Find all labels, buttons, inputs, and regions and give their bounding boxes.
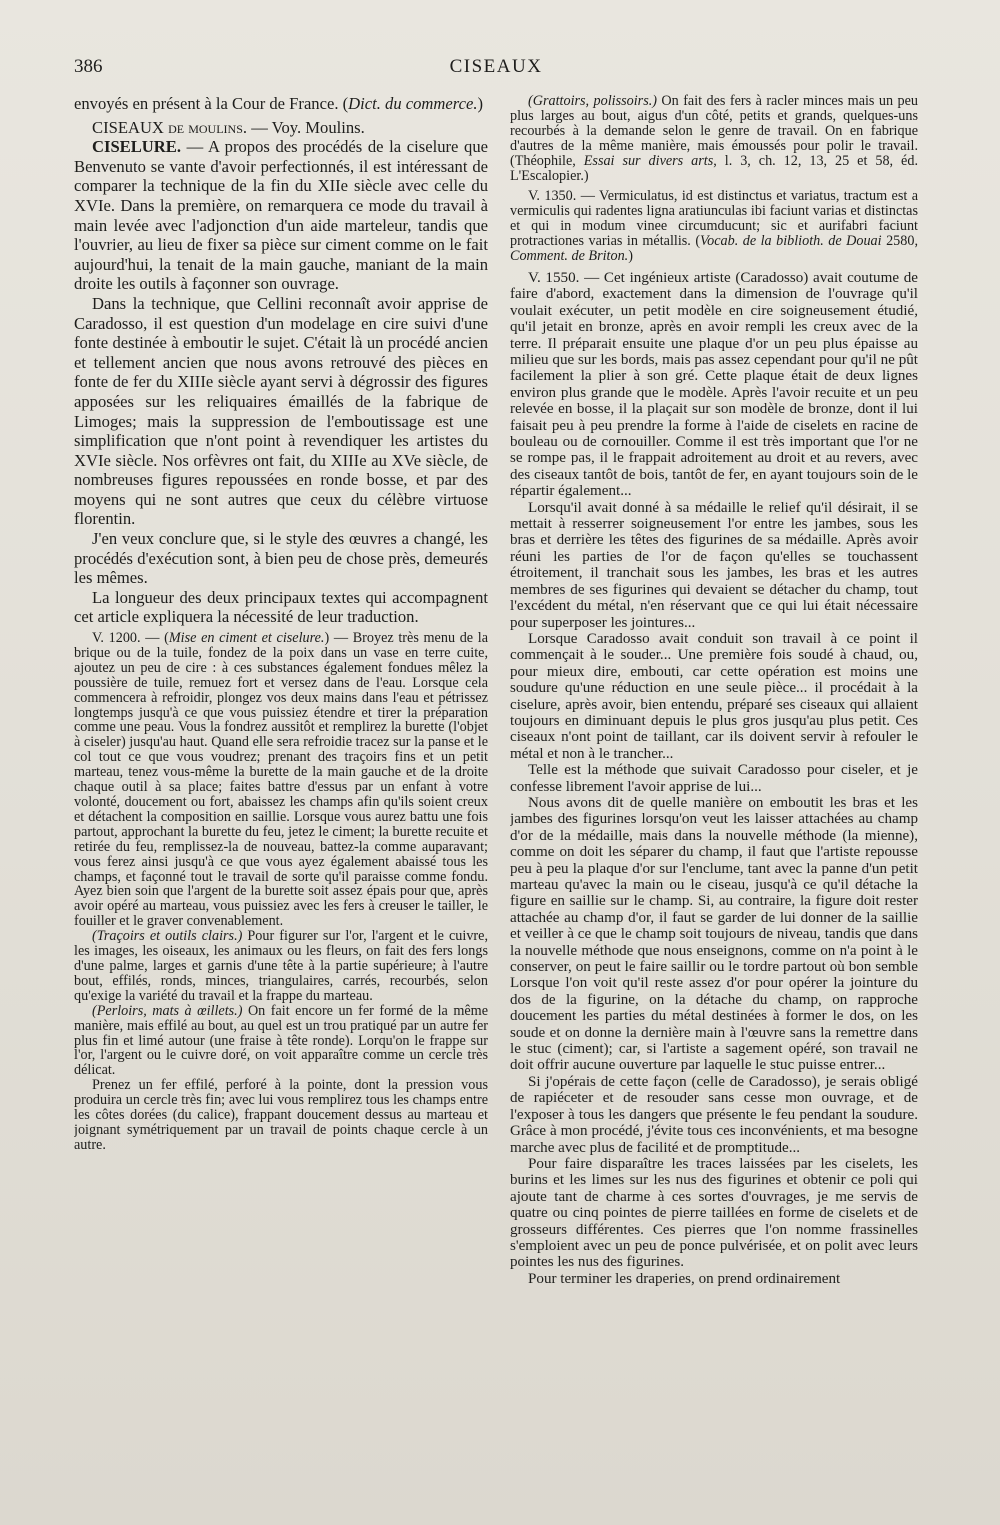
- quote-v1200: [74, 631, 488, 929]
- paragraph: Prenez un fer effilé, perforé à la pointe, dont la pression vous produira un cercle très fin; avec lui vous remplirez tous les champs entre les côtes dorées (du calice), frappant doucement dessus au marteau et joignant symétriquement par un travail de points chaque cercle à un autre.: [74, 1077, 488, 1153]
- entry-ciselure: [74, 137, 488, 294]
- paragraph-text: ): [628, 248, 633, 265]
- quote-v1350: [510, 189, 918, 264]
- paragraph-text: ): [477, 94, 484, 113]
- paragraph-text: envoyés en présent à la Cour de France. (: [74, 94, 349, 113]
- entry-term: CISEAUX: [92, 117, 164, 137]
- paragraph: Dans la technique, que Cellini reconnaît avoir apprise de Caradosso, il est question d'un modelage en cire suivi d'une fonte destinée à emboutir le sujet. C'était là un procédé ancien et tellement ancien que nous avons retrouvé des pièces en fonte de fer du XIIIe siècle ayant servi à dégrossir des figures apposées sur les reliquaires émaillés de la fabrique de Limoges; mais la suppression de l'emboutissage est une simplification que n'ont point à revendiquer les artistes du XVIe siècle. Nos orfèvres ont fait, du XIIIe au XVe siècle, de nombreuses figures repoussées en ronde bosse, et par des moyens qui ne sont autres que ceux du célèbre virtuose florentin.: [74, 293, 488, 529]
- paragraph: Lorsqu'il avait donné à sa médaille le relief qu'il désirait, il se mettait à resserrer soigneusement l'or entre les jambes, sous les bras et derrière les têtes des figurines de sa médaille. Après avoir réuni les parties de l'or de façon qu'elles se touchassent étroitement, il tranchait sous les jambes, les bras et les autres membres de ses figurines qui devaient se détacher du champ, tout l'excédent du métal, n'en réservant que ce qui lui était nécessaire pour superposer les jointures...: [510, 499, 918, 631]
- citation: Comment. de Briton.: [510, 248, 629, 265]
- paragraph-text: ) — Broyez très menu de la brique ou de la tuile, fondez de la poix dans un vase en terre cuite, ajoutez un peu de cire : à ces substances également fondues mêlez la poussière de tuile, remuez fort et versez dans de l'eau. Lorsque cela commencera à refroidir, plongez vos deux mains dans l'eau et pétrissez longtemps jusqu'à ce que vous puissiez étendre et tirer la préparation comme une peau. Vous la fondrez aussitôt et remplirez la burette (l'objet à ciseler) jusqu'au haut. Quand elle sera refroidie tracez sur la panse et le col tout ce que vous voudrez; prenant des traçoirs fins et un petit marteau, tenez vous-même la burette de la main gauche et de la droite chaque outil à sa place; faites battre d'essus par un enfant à votre volonté, doucement ou fort, abaissez les champs afin qu'ils soient creux et détachent la composition en saillie. Lorsque vous aurez battu une fois partout, approchant la burette du feu, jetez le ciment; la burette recuite et retirée du feu, remplissez-la de nouveau, battez-la comme auparavant; vous ferez ainsi jusqu'à ce que vous ayez également abaissé tous les champs, et façonné tout le travail de sorte qu'il paraisse comme fondu. Ayez bien soin que l'argent de la burette soit assez épais pour que, après avoir opéré au marteau, vous puissiez avec les fers à creuser le tailler, le fouiller et le graver convenablement.: [74, 630, 488, 930]
- citation: Dict. du commerce.: [348, 94, 478, 113]
- left-column: [74, 94, 488, 1394]
- paragraph-text: On fait des fers à racler minces mais un peu plus larges au bout, aigus d'un côté, petits et grands, quelques-uns recourbés à la demande selon le genre de travail. On en fabrique d'autres de la même manière, mais émoussés pour polir le travail. (Théophile,: [510, 94, 918, 169]
- running-title: CISEAUX: [449, 56, 543, 77]
- verse-reference: V. 1350.: [528, 188, 577, 205]
- paragraph: J'en veux conclure que, si le style des œuvres a changé, les procédés d'exécution sont, à bien peu de chose près, demeurés les mêmes.: [74, 529, 488, 588]
- paragraph-text: Pour figurer sur l'or, l'argent et le cuivre, les images, les oiseaux, les animaux ou les fleurs, on fait des fers longs d'une palme, larges et garnis d'une tête à la partie supérieure; à l'autre bout, effilés, ronds, minces, triangulaires, carrés, recourbés, selon qu'exige la variété du travail et la frappe du marteau.: [74, 928, 488, 1004]
- entry-subterm: de moulins: [168, 117, 243, 137]
- verse-reference: V. 1550.: [528, 269, 580, 286]
- paragraph-text: — A propos des procédés de la ciselure que Benvenuto se vante d'avoir perfectionnés, il est intéressant de comparer la technique de la fin du XIIe siècle avec celle du XVIe. Dans la première, on remarquera ce mode du travail à main levée avec l'adjonction d'un aide marteleur, tandis que l'ouvrier, au lieu de fixer sa pièce sur ciment comme on le fait aujourd'hui, la tenait de la main gauche, maniant de la main droite les outils à façonner son ouvrage.: [74, 137, 488, 294]
- right-column: [510, 94, 918, 1394]
- page-number: 386: [74, 56, 103, 77]
- paragraph: Pour faire disparaître les traces laissées par les ciselets, les burins et les limes sur les nus des figurines et obtenir ce poli qui ajoute tant de charme à ces sortes d'ouvrages, je me servis de quatre ou cinq pointes de pierre taillées en forme de ciselets et de grosseurs différentes. Ces pierres que l'on nomme frassinelles s'emploient avec un peu de ponce pulvérisée, et on polit avec leurs pointes les nus des figurines.: [510, 1155, 918, 1271]
- paragraph-text: . — Voy. Moulins.: [242, 117, 365, 137]
- paragraph: Si j'opérais de cette façon (celle de Caradosso), je serais obligé de rapiéceter et de resouder sans cesse mon ouvrage, et de l'exposer à tous les dangers que présente le feu pendant la soudure. Grâce à mon procédé, j'évite tous ces inconvénients, et ma besogne marche avec plus de facilité et de promptitude...: [510, 1073, 918, 1156]
- paragraph: Telle est la méthode que suivait Caradosso pour ciseler, et je confesse librement l'avoir apprise de lui...: [510, 762, 918, 795]
- citation: Essai sur divers arts: [583, 152, 714, 169]
- paragraph-text: — Vermiculatus, id est distinctus et variatus, tractum est a vermiculis qui radentes ligna aratiunculas ibi faciunt varias et distinctas et qui in modum vinee circumducunt; sic et aurifabri faciunt protractiones varias in métallis. (: [510, 188, 918, 250]
- section-title: (Perloirs, mats à œillets.): [92, 1002, 243, 1019]
- quote-perloirs: [74, 1004, 488, 1079]
- paragraph: Lorsque Caradosso avait conduit son travail à ce point il commençait à le souder... Une première fois soudé à chaud, ou, pour mieux dire, embouti, car cette opération est moins une soudure qu'une réduction en une seule pièce... il procédait à la ciselure, après avoir, bien entendu, préparé ses ciseaux qui allaient toujours en diminuant depuis le plus gros jusqu'au plus petit. Ces ciseaux n'ont point de taillant, car ils doivent servir à refouler le métal et non à le trancher...: [510, 630, 918, 762]
- paragraph-text: 2580,: [881, 233, 918, 250]
- paragraph-text: On fait encore un fer formé de la même manière, mais effilé au bout, au quel est un trou pratiqué par un autre fer plus fin et limé autour (une fraise à tête ronde). Lorqu'on le frappe sur l'or, l'argent ou le cuivre doré, on voit apparaître comme un cercle très délicat.: [74, 1002, 488, 1079]
- entry-ciseaux-de-moulins: [74, 118, 488, 138]
- quote-v1550: [510, 270, 918, 500]
- section-title: Mise en ciment et ciselure.: [168, 630, 325, 647]
- paragraph-intro: [74, 94, 488, 114]
- page-header: [74, 56, 918, 82]
- quote-grattoirs: [510, 94, 918, 183]
- paragraph-text: — (: [140, 630, 169, 647]
- entry-term: CISELURE.: [92, 137, 181, 157]
- paragraph-text: , l. 3, ch. 12, 13, 25 et 58, éd. L'Escalopier.): [510, 152, 918, 184]
- quote-tracoirs: [74, 929, 488, 1004]
- paragraph: Nous avons dit de quelle manière on emboutit les bras et les jambes des figurines lorsqu'on veut les laisser attachées au champ d'or de la médaille, mais dans la nouvelle méthode (la mienne), comme on doit les séparer du champ, il faut que l'artiste repousse peu à peu la plaque d'or sur l'enclume, tant avec la panne d'un petit marteau qu'avec la main ou le ciseau, jusqu'à ce qu'il détache la figure en saillie sur le champ. Si, au contraire, la figure doit rester attachée au champ d'or, il faut se garder de lui donner de la saillie et veiller à ce que le champ soit toujours de niveau, tandis que dans la nouvelle méthode que nous enseignons, comme on n'a point à le conserver, on peut le faire saillir ou le tordre partout où bon semble Lorsque l'on voit qu'il reste assez d'or pour opérer la jointure du dos de la figurine, on la détache du champ, on rapproche doucement les parties du métal destinées à former le dos, on les soude et on donne la dernière main à l'œuvre sans la remettre dans le stuc (ciment); car, si l'artiste a sagement opéré, son travail ne doit offrir aucune ouverture par laquelle le stuc puisse entrer...: [510, 794, 918, 1074]
- section-title: (Grattoirs, polissoirs.): [528, 94, 657, 109]
- citation: Vocab. de la biblioth. de Douai: [700, 233, 882, 250]
- paragraph: La longueur des deux principaux textes qui accompagnent cet article expliquera la nécessité de leur traduction.: [74, 587, 488, 627]
- section-title: (Traçoirs et outils clairs.): [92, 928, 243, 945]
- paragraph: Pour terminer les draperies, on prend ordinairement: [528, 1270, 841, 1287]
- verse-reference: V. 1200.: [92, 630, 141, 647]
- paragraph-text: — Cet ingénieux artiste (Caradosso) avait coutume de faire d'abord, exactement dans la dimension de l'ouvrage qu'il voulait exécuter, un petit modèle en cire soigneusement étudié, qu'il jetait en bronze, après en avoir rempli les creux avec de la terre. Il préparait ensuite une plaque d'or un peu plus épaisse au milieu que sur les bords, mais pas assez cependant pour qu'il ne pût facilement la plier à son gré. Cette plaque était de deux lignes environ plus grande que le modèle. Après l'avoir recuite et un peu relevée en bosse, il la plaçait sur son modèle de bronze, dont il lui faisait peu à peu prendre la forme à l'aide de ciselets en racine de bouleau ou de cornouiller. Comme il est très important que l'or ne se rompe pas, il le frappait adroitement au droit et au revers, avec des ciseaux tantôt de bois, tantôt de fer, en ayant toujours soin de le répartir également...: [510, 269, 918, 500]
